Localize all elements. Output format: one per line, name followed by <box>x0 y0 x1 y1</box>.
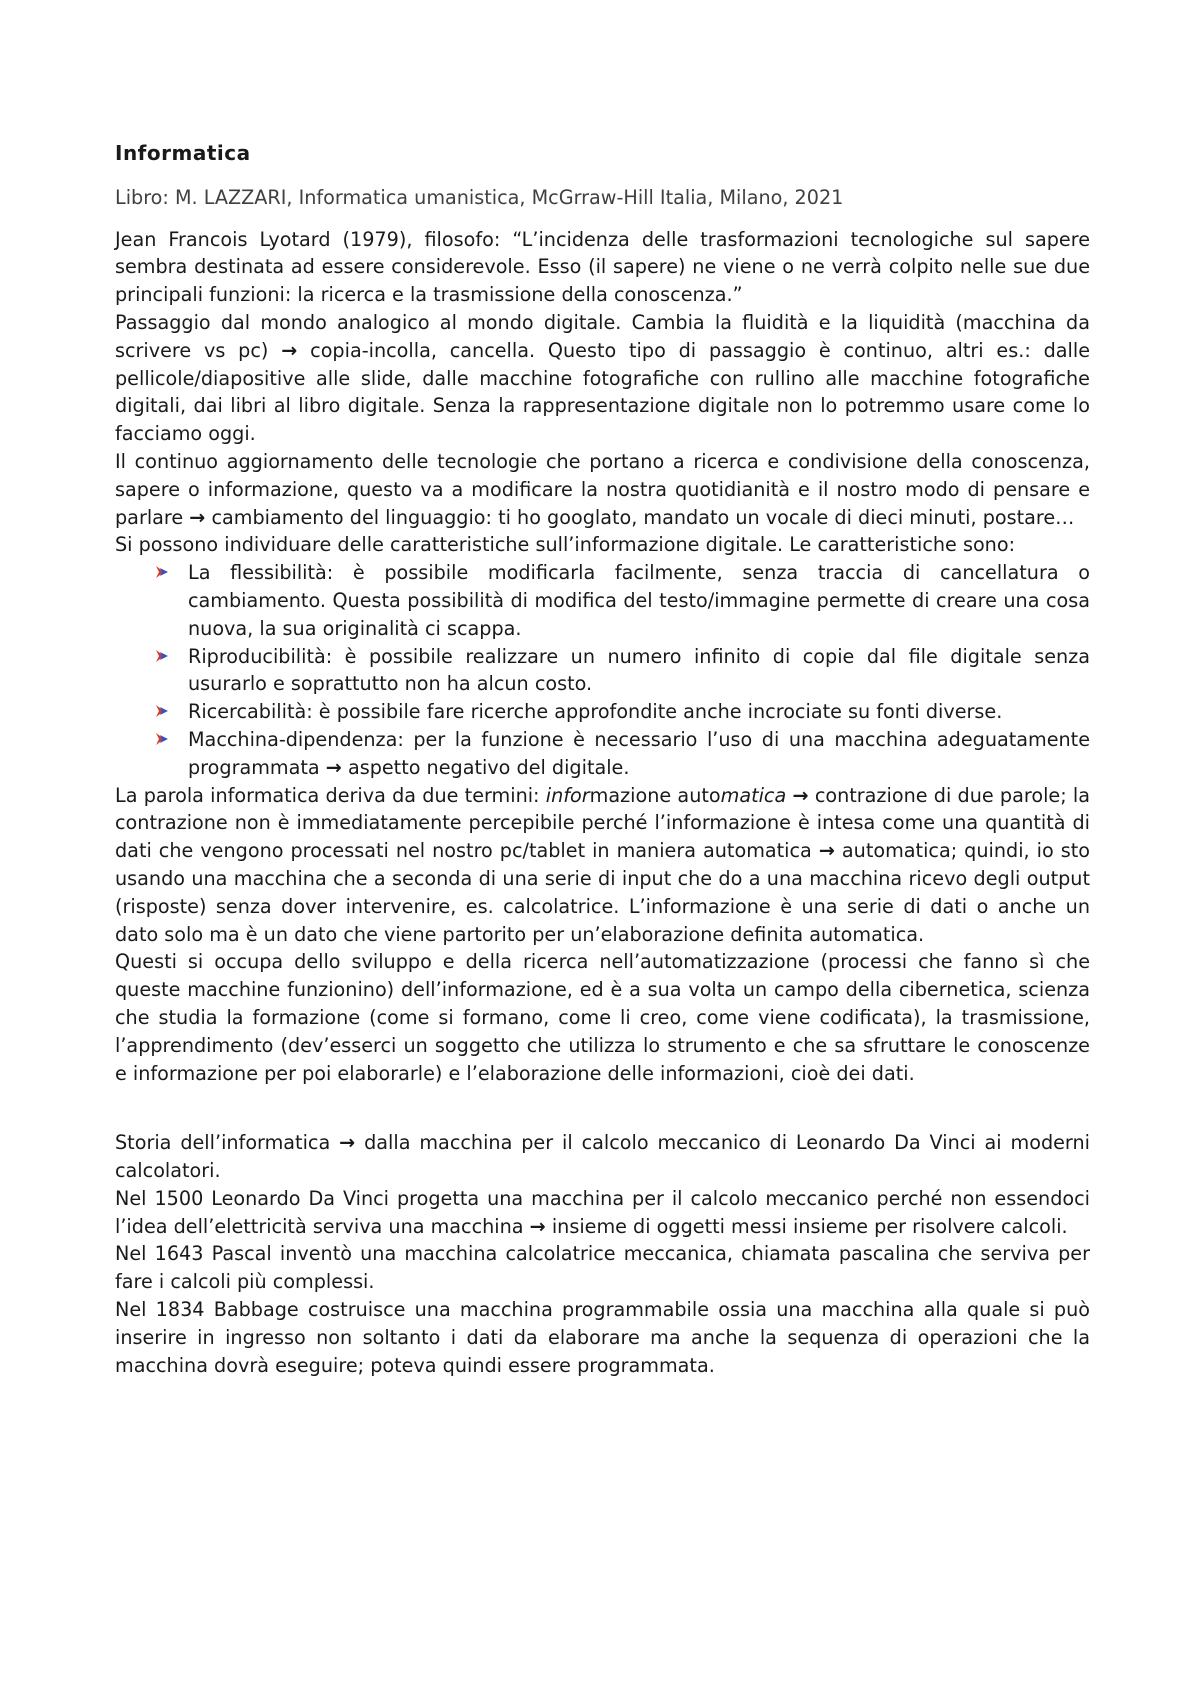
arrow-icon: → <box>792 783 809 807</box>
text-run: automatica; quindi, io sto usando una macchina che a seconda di una serie di input che do a una macchina ricevo degli output (risposte) senza dover intervenire, es. calcolatrice. L’informazione è una serie di dati o anche un dato solo ma è un dato che viene partorito per un’elaborazione definita automatica. <box>115 839 1090 946</box>
paragraph-characteristics-intro: Si possono individuare delle caratteristiche sull’informazione digitale. Le caratteristiche sono: <box>115 533 1016 557</box>
text-run: Passaggio dal mondo analogico al mondo digitale. Cambia la fluidità e la liquidità (macchina da scrivere vs pc) <box>115 310 1090 362</box>
list-item <box>188 698 1090 726</box>
arrow-icon: → <box>281 338 298 362</box>
text-run: cambiamento del linguaggio: ti ho googlato, mandato un vocale di dieci minuti, postare… <box>211 505 1075 529</box>
text-run: Nel 1500 Leonardo Da Vinci progetta una macchina per il calcolo meccanico perché non essendoci l’idea dell’elettricità serviva una macchina <box>115 1186 1090 1238</box>
paragraph-analog-digital <box>115 309 1090 448</box>
arrow-icon: → <box>189 505 206 529</box>
arrow-icon: → <box>325 755 342 779</box>
spacer <box>115 1087 1090 1129</box>
list-item <box>188 559 1090 642</box>
text-run: Storia dell’informatica <box>115 1131 331 1155</box>
paragraph-lyotard: Jean Francois Lyotard (1979), filosofo: “L’incidenza delle trasformazioni tecnologiche sul sapere sembra destinata ad essere considerevole. Esso (il sapere) ne viene o ne verrà colpito nelle sue due principali funzioni: la ricerca e la trasmissione della conoscenza.” <box>115 227 1090 307</box>
paragraph-history-intro <box>115 1129 1090 1185</box>
text-run: La parola informatica deriva da due termini: <box>115 783 546 807</box>
text-run: mazione auto <box>589 783 721 807</box>
list-item-text: aspetto negativo del digitale. <box>347 755 630 779</box>
arrow-icon: → <box>529 1214 546 1238</box>
text-run: Il continuo aggiornamento delle tecnologie che portano a ricerca e condivisione della conoscenza, sapere o informazione, questo va a modificare la nostra quotidianità e il nostro modo di pensare e parlare <box>115 449 1090 529</box>
paragraph-da-vinci <box>115 1185 1090 1241</box>
characteristics-list <box>115 559 1090 781</box>
text-run: dalla macchina per il calcolo meccanico di Leonardo Da Vinci ai moderni calcolatori. <box>115 1131 1090 1183</box>
text-run: copia-incolla, cancella. Questo tipo di passaggio è continuo, altri es.: dalle pellicole/diapositive alle slide, dalle macchine fotografiche con rullino alle macchine fotografiche digitali, dai libri al libro digitale. Senza la rappresentazione digitale non lo potremmo usare come lo facciamo oggi. <box>115 338 1091 446</box>
text-run: insieme di oggetti messi insieme per risolvere calcoli. <box>545 1214 1068 1238</box>
list-item-text: Riproducibilità: è possibile realizzare un numero infinito di copie dal file digitale senza usurarlo e soprattutto non ha alcun costo. <box>188 644 1090 696</box>
text-run: contrazione di due parole; la contrazione non è immediatamente percepibile perché l’informazione è intesa come una quantità di dati che vengono processati nel nostro pc/tablet in maniera automatica <box>115 783 1090 863</box>
italic-run: matica <box>720 783 787 807</box>
list-item-text: Macchina-dipendenza: per la funzione è necessario l’uso di una macchina adeguatamente programmata <box>188 727 1090 779</box>
paragraph-pascal: Nel 1643 Pascal inventò una macchina calcolatrice meccanica, chiamata pascalina che serviva per fare i calcoli più complessi. <box>115 1242 1090 1294</box>
paragraph-cybernetics: Questi si occupa dello sviluppo e della ricerca nell’automatizzazione (processi che fanno sì che queste macchine funzionino) dell’informazione, ed è a sua volta un campo della cibernetica, scienza che studia la formazione (come si formano, come li creo, come viene codificata), la trasmissione, l’apprendimento (dev’esserci un soggetto che utilizza lo strumento e che sa sfruttare le conoscenze e informazione per poi elaborarle) e l’elaborazione delle informazioni, cioè dei dati. <box>115 950 1090 1085</box>
paragraph-informatica-etymology <box>115 782 1090 949</box>
arrow-icon: → <box>339 1131 356 1155</box>
arrow-bullet-icon <box>154 648 170 664</box>
list-item-text: La flessibilità: è possibile modificarla facilmente, senza traccia di cancellatura o cambiamento. Questa possibilità di modifica del testo/immagine permette di creare una cosa nuova, la sua originalità ci scappa. <box>188 561 1090 640</box>
paragraph-babbage: Nel 1834 Babbage costruisce una macchina programmabile ossia una macchina alla quale si può inserire in ingresso non soltanto i dati da elaborare ma anche la sequenza di operazioni che la macchina dovrà eseguire; poteva quindi essere programmata. <box>115 1298 1090 1377</box>
arrow-bullet-icon <box>154 703 170 719</box>
italic-run: infor <box>545 783 590 807</box>
list-item <box>188 726 1090 782</box>
list-item <box>188 643 1090 699</box>
list-item-text: Ricercabilità: è possibile fare ricerche approfondite anche incrociate su fonti diverse. <box>188 700 1003 724</box>
arrow-bullet-icon <box>154 564 170 580</box>
arrow-icon: → <box>818 839 835 863</box>
document-page <box>115 140 1090 1379</box>
document-title: Informatica <box>115 141 251 165</box>
arrow-bullet-icon <box>154 731 170 747</box>
book-reference: Libro: M. LAZZARI, Informatica umanistica, McGrraw-Hill Italia, Milano, 2021 <box>115 185 844 209</box>
paragraph-technology-update <box>115 448 1090 531</box>
